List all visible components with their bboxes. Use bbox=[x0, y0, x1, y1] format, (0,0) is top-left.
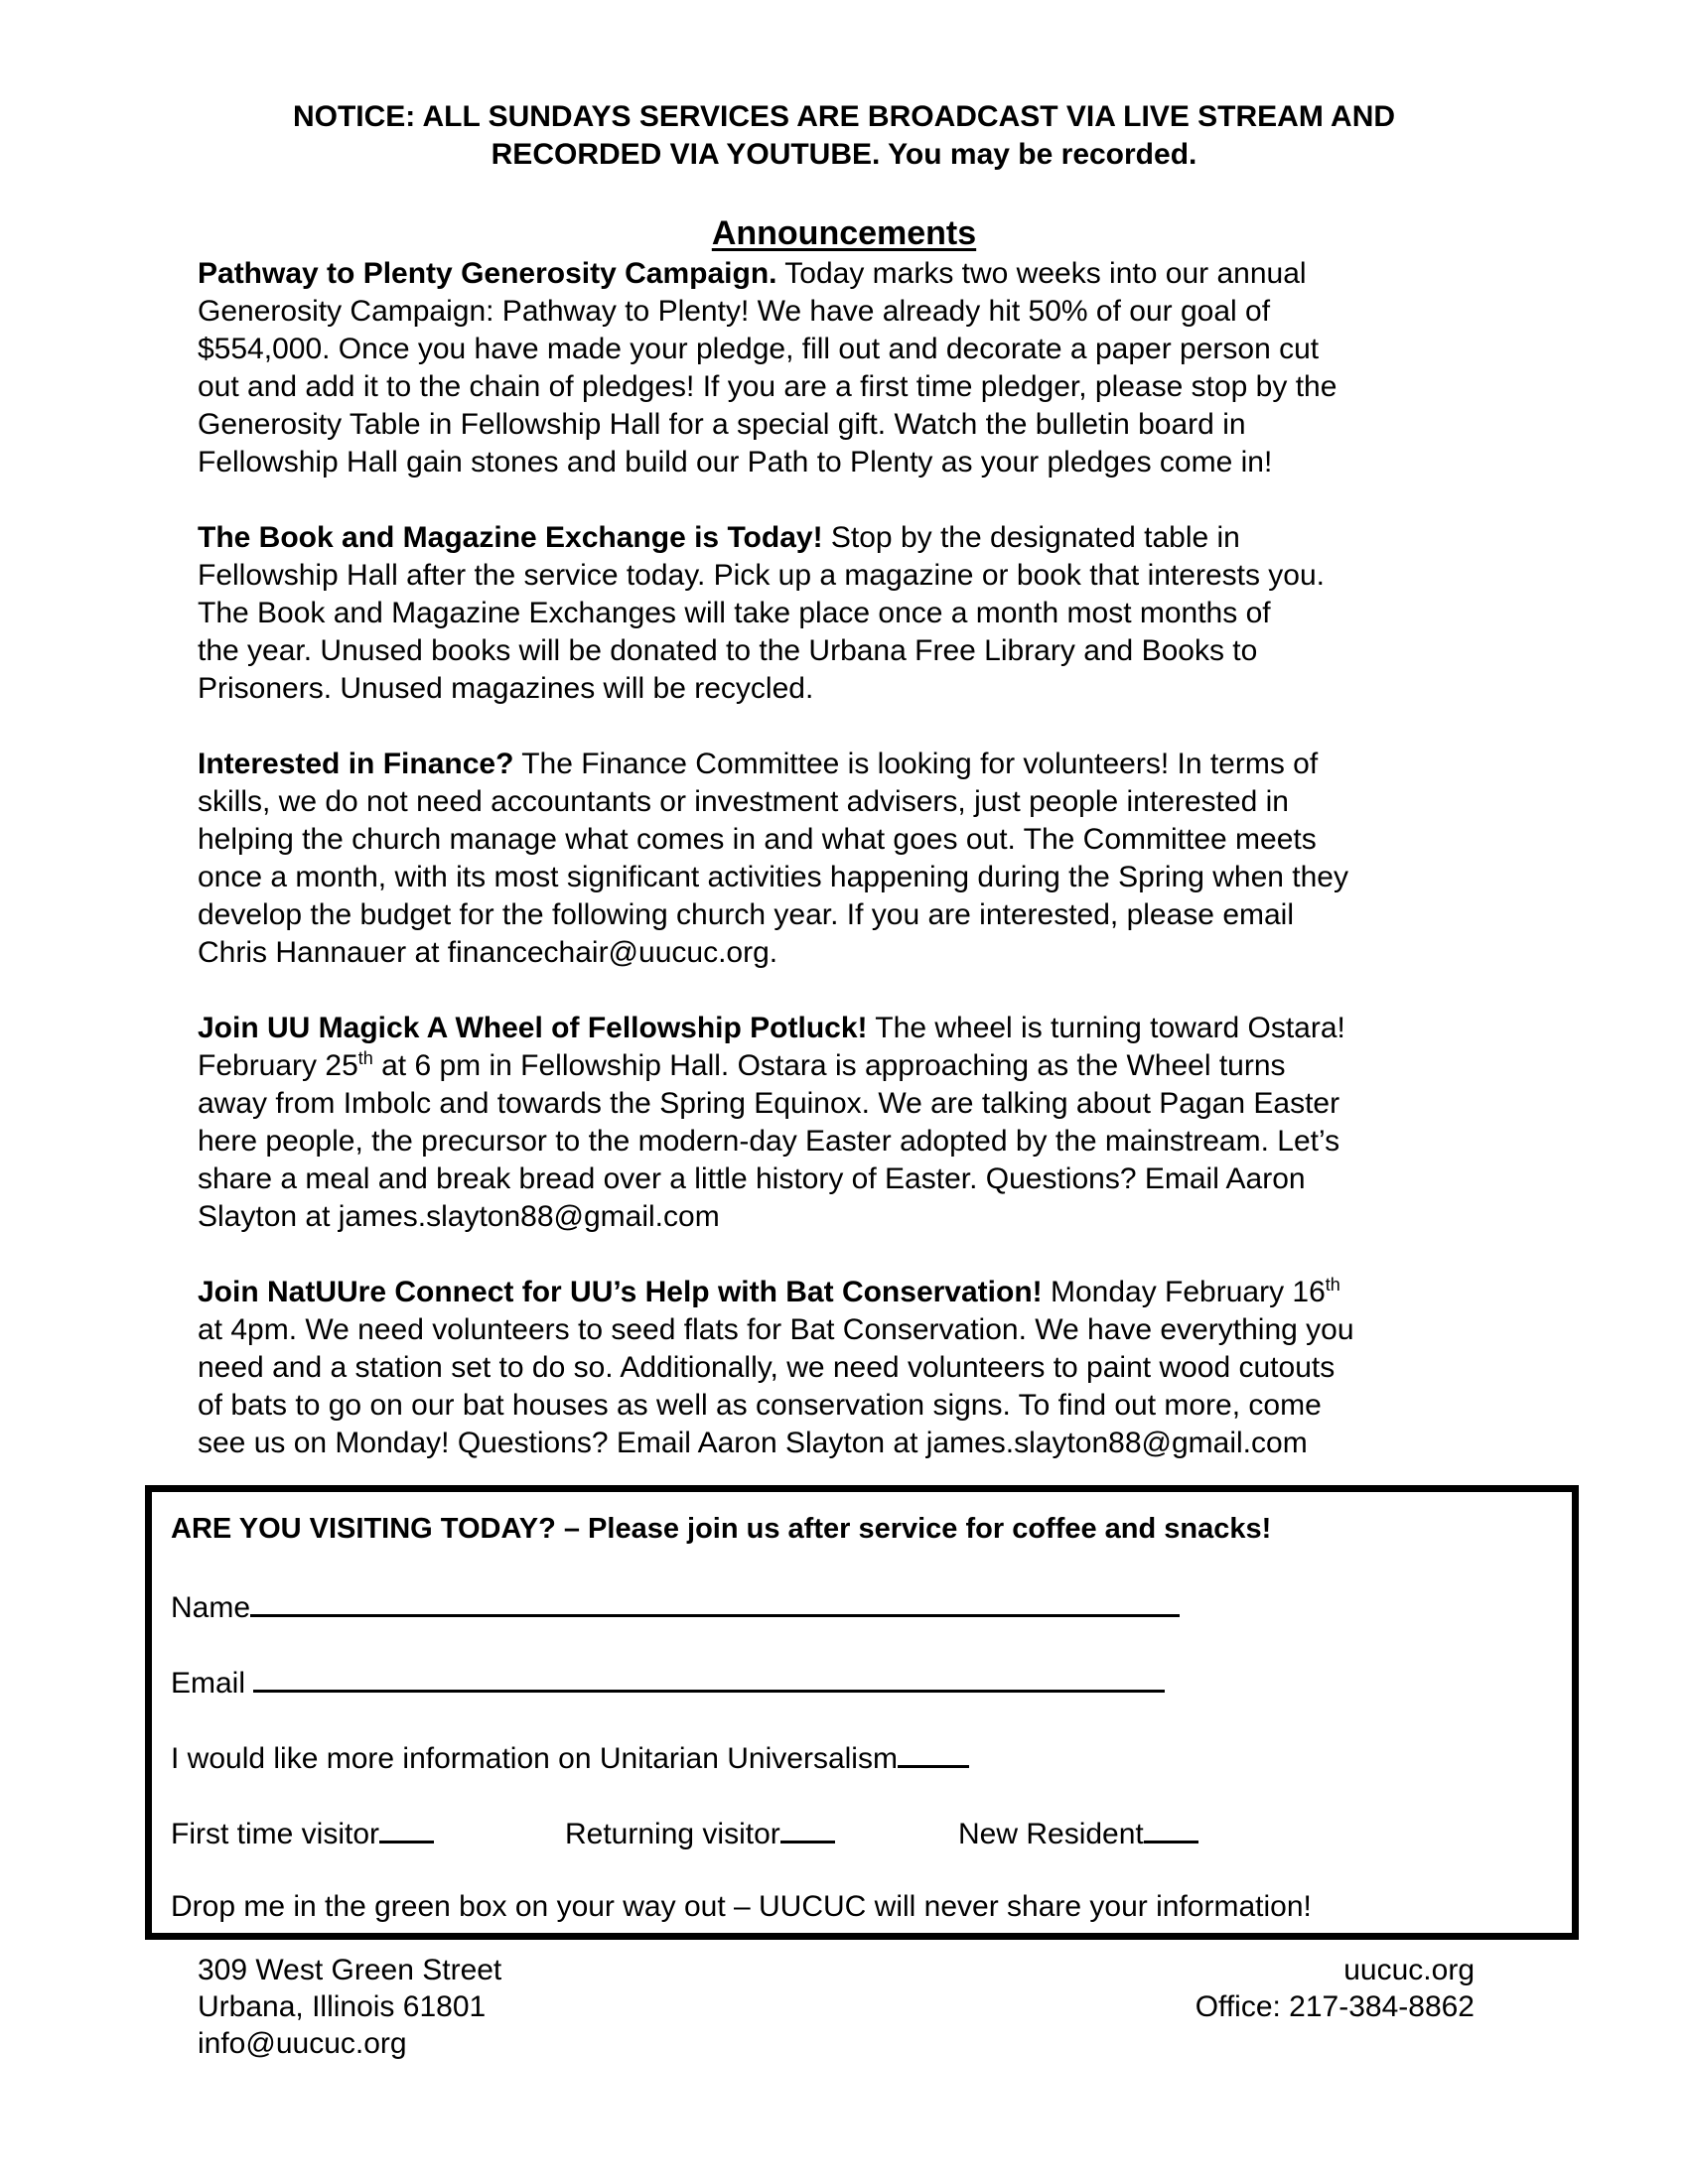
announcement-line bbox=[198, 821, 1508, 859]
announcement-line bbox=[198, 444, 1508, 481]
info-request-row bbox=[171, 1737, 969, 1778]
announcement-line bbox=[198, 1349, 1508, 1387]
announcement-line bbox=[198, 746, 1508, 783]
announcement-text: Generosity Campaign: Pathway to Plenty! We have already hit 50% of our goal of bbox=[198, 295, 1271, 328]
announcement-line bbox=[198, 1387, 1508, 1425]
announcements-list bbox=[198, 255, 1508, 1500]
announcement-line bbox=[198, 255, 1508, 293]
recording-notice bbox=[0, 98, 1688, 174]
announcement-text: out and add it to the chain of pledges! If you are a first time pledger, please stop by the bbox=[198, 370, 1337, 403]
announcement-line bbox=[198, 368, 1508, 406]
announcement-book-magazine-exchange bbox=[198, 519, 1508, 708]
announcement-text: The Book and Magazine Exchanges will take place once a month most months of bbox=[198, 597, 1271, 629]
visitor-type-row bbox=[171, 1813, 434, 1853]
announcement-line bbox=[198, 896, 1508, 934]
notice-line-1: NOTICE: ALL SUNDAYS SERVICES ARE BROADCAST VIA LIVE STREAM AND bbox=[292, 100, 1396, 133]
returning-visitor-row bbox=[565, 1813, 835, 1853]
address-line-1: 309 West Green Street bbox=[198, 1954, 502, 1986]
visitor-card bbox=[145, 1485, 1579, 1940]
announcement-line bbox=[198, 293, 1508, 331]
info-request-checkbox[interactable] bbox=[898, 1737, 969, 1768]
announcement-text: Fellowship Hall gain stones and build our Path to Plenty as your pledges come in! bbox=[198, 446, 1273, 478]
first-time-visitor-label: First time visitor bbox=[171, 1818, 379, 1850]
announcement-line bbox=[198, 331, 1508, 368]
announcement-line bbox=[198, 783, 1508, 821]
announcement-finance-committee bbox=[198, 746, 1508, 972]
announcement-text: Generosity Table in Fellowship Hall for a special gift. Watch the bulletin board in bbox=[198, 408, 1246, 441]
name-field-row bbox=[171, 1586, 1180, 1627]
announcement-text: at 4pm. We need volunteers to seed flats for Bat Conservation. We have everything you bbox=[198, 1313, 1354, 1346]
new-resident-checkbox[interactable] bbox=[1144, 1813, 1198, 1843]
announcement-line bbox=[198, 1123, 1508, 1160]
name-field[interactable] bbox=[250, 1586, 1180, 1617]
announcement-text: the year. Unused books will be donated to the Urbana Free Library and Books to bbox=[198, 634, 1258, 667]
announcement-line bbox=[198, 1198, 1508, 1236]
announcement-line bbox=[198, 1085, 1508, 1123]
announcement-text: Monday February 16 bbox=[1042, 1276, 1326, 1308]
visitor-card-note: Drop me in the green box on your way out – UUCUC will never share your information! bbox=[171, 1890, 1312, 1923]
announcement-line bbox=[198, 859, 1508, 896]
email-field[interactable] bbox=[253, 1662, 1165, 1693]
announcements-heading: Announcements bbox=[711, 214, 977, 252]
ordinal-suffix: th bbox=[1325, 1275, 1340, 1295]
announcement-text: Today marks two weeks into our annual bbox=[776, 257, 1307, 290]
announcement-text: Fellowship Hall after the service today. Pick up a magazine or book that interests you. bbox=[198, 559, 1326, 592]
email-field-row bbox=[171, 1662, 1165, 1703]
announcement-line bbox=[198, 557, 1508, 595]
visitor-card-title: ARE YOU VISITING TODAY? – Please join us after service for coffee and snacks! bbox=[171, 1513, 1272, 1545]
announcement-line bbox=[198, 1311, 1508, 1349]
announcement-text: see us on Monday! Questions? Email Aaron Slayton at james.slayton88@gmail.com bbox=[198, 1427, 1308, 1459]
announcement-text: The Finance Committee is looking for volunteers! In terms of bbox=[513, 748, 1319, 780]
email-label: Email bbox=[171, 1667, 254, 1700]
announcement-line bbox=[198, 1047, 1508, 1085]
announcement-text: away from Imbolc and towards the Spring Equinox. We are talking about Pagan Easter bbox=[198, 1087, 1340, 1120]
first-time-visitor-checkbox[interactable] bbox=[379, 1813, 434, 1843]
announcement-uu-magick-potluck bbox=[198, 1010, 1508, 1236]
returning-visitor-checkbox[interactable] bbox=[780, 1813, 835, 1843]
announcement-text: share a meal and break bread over a little history of Easter. Questions? Email Aaron bbox=[198, 1162, 1306, 1195]
announcement-title: Join UU Magick A Wheel of Fellowship Potluck! bbox=[198, 1012, 868, 1044]
announcement-text: Chris Hannauer at financechair@uucuc.org. bbox=[198, 936, 778, 969]
announcement-text: once a month, with its most significant activities happening during the Spring when they bbox=[198, 861, 1348, 893]
announcement-text: skills, we do not need accountants or investment advisers, just people interested in bbox=[198, 785, 1289, 818]
announcement-text: Stop by the designated table in bbox=[822, 521, 1240, 554]
announcement-line bbox=[198, 632, 1508, 670]
notice-line-2: RECORDED VIA YOUTUBE. You may be recorded. bbox=[491, 138, 1197, 171]
website-link[interactable]: uucuc.org bbox=[1343, 1954, 1475, 1986]
announcement-line bbox=[198, 670, 1508, 708]
announcement-line bbox=[198, 1274, 1508, 1311]
announcement-title: Join NatUUre Connect for UU’s Help with Bat Conservation! bbox=[198, 1276, 1043, 1308]
announcement-text: develop the budget for the following church year. If you are interested, please email bbox=[198, 898, 1295, 931]
announcement-text: helping the church manage what comes in and what goes out. The Committee meets bbox=[198, 823, 1317, 856]
announcement-text: February 25 bbox=[198, 1049, 358, 1082]
announcement-line bbox=[198, 1010, 1508, 1047]
announcement-line bbox=[198, 934, 1508, 972]
name-label: Name bbox=[171, 1591, 251, 1624]
ordinal-suffix: th bbox=[357, 1048, 373, 1068]
returning-visitor-label: Returning visitor bbox=[565, 1818, 780, 1850]
announcement-title: The Book and Magazine Exchange is Today! bbox=[198, 521, 823, 554]
address-line-2: Urbana, Illinois 61801 bbox=[198, 1990, 487, 2023]
new-resident-label: New Resident bbox=[958, 1818, 1144, 1850]
office-phone: Office: 217-384-8862 bbox=[1195, 1990, 1475, 2023]
announcement-text: The wheel is turning toward Ostara! bbox=[867, 1012, 1345, 1044]
announcement-text: Prisoners. Unused magazines will be recycled. bbox=[198, 672, 814, 705]
announcement-text: Slayton at james.slayton88@gmail.com bbox=[198, 1200, 720, 1233]
announcement-title: Interested in Finance? bbox=[198, 748, 514, 780]
announcement-line bbox=[198, 519, 1508, 557]
announcement-text: at 6 pm in Fellowship Hall. Ostara is approaching as the Wheel turns bbox=[372, 1049, 1286, 1082]
announcement-line bbox=[198, 1425, 1508, 1462]
announcement-line bbox=[198, 1160, 1508, 1198]
contact-email[interactable]: info@uucuc.org bbox=[198, 2027, 407, 2060]
announcement-generosity-campaign bbox=[198, 255, 1508, 481]
announcement-text: $554,000. Once you have made your pledge, fill out and decorate a paper person cut bbox=[198, 333, 1320, 365]
announcement-text: of bats to go on our bat houses as well as conservation signs. To find out more, come bbox=[198, 1389, 1322, 1422]
announcement-bat-conservation bbox=[198, 1274, 1508, 1462]
church-address bbox=[198, 1952, 501, 2062]
announcement-title: Pathway to Plenty Generosity Campaign. bbox=[198, 257, 777, 290]
church-contact bbox=[1196, 1952, 1475, 2025]
announcement-line bbox=[198, 406, 1508, 444]
announcement-text: here people, the precursor to the modern-day Easter adopted by the mainstream. Let’s bbox=[198, 1125, 1340, 1158]
new-resident-row bbox=[958, 1813, 1198, 1853]
announcement-text: need and a station set to do so. Additionally, we need volunteers to paint wood cutouts bbox=[198, 1351, 1336, 1384]
announcement-line bbox=[198, 595, 1508, 632]
info-request-label: I would like more information on Unitarian Universalism bbox=[171, 1742, 898, 1775]
